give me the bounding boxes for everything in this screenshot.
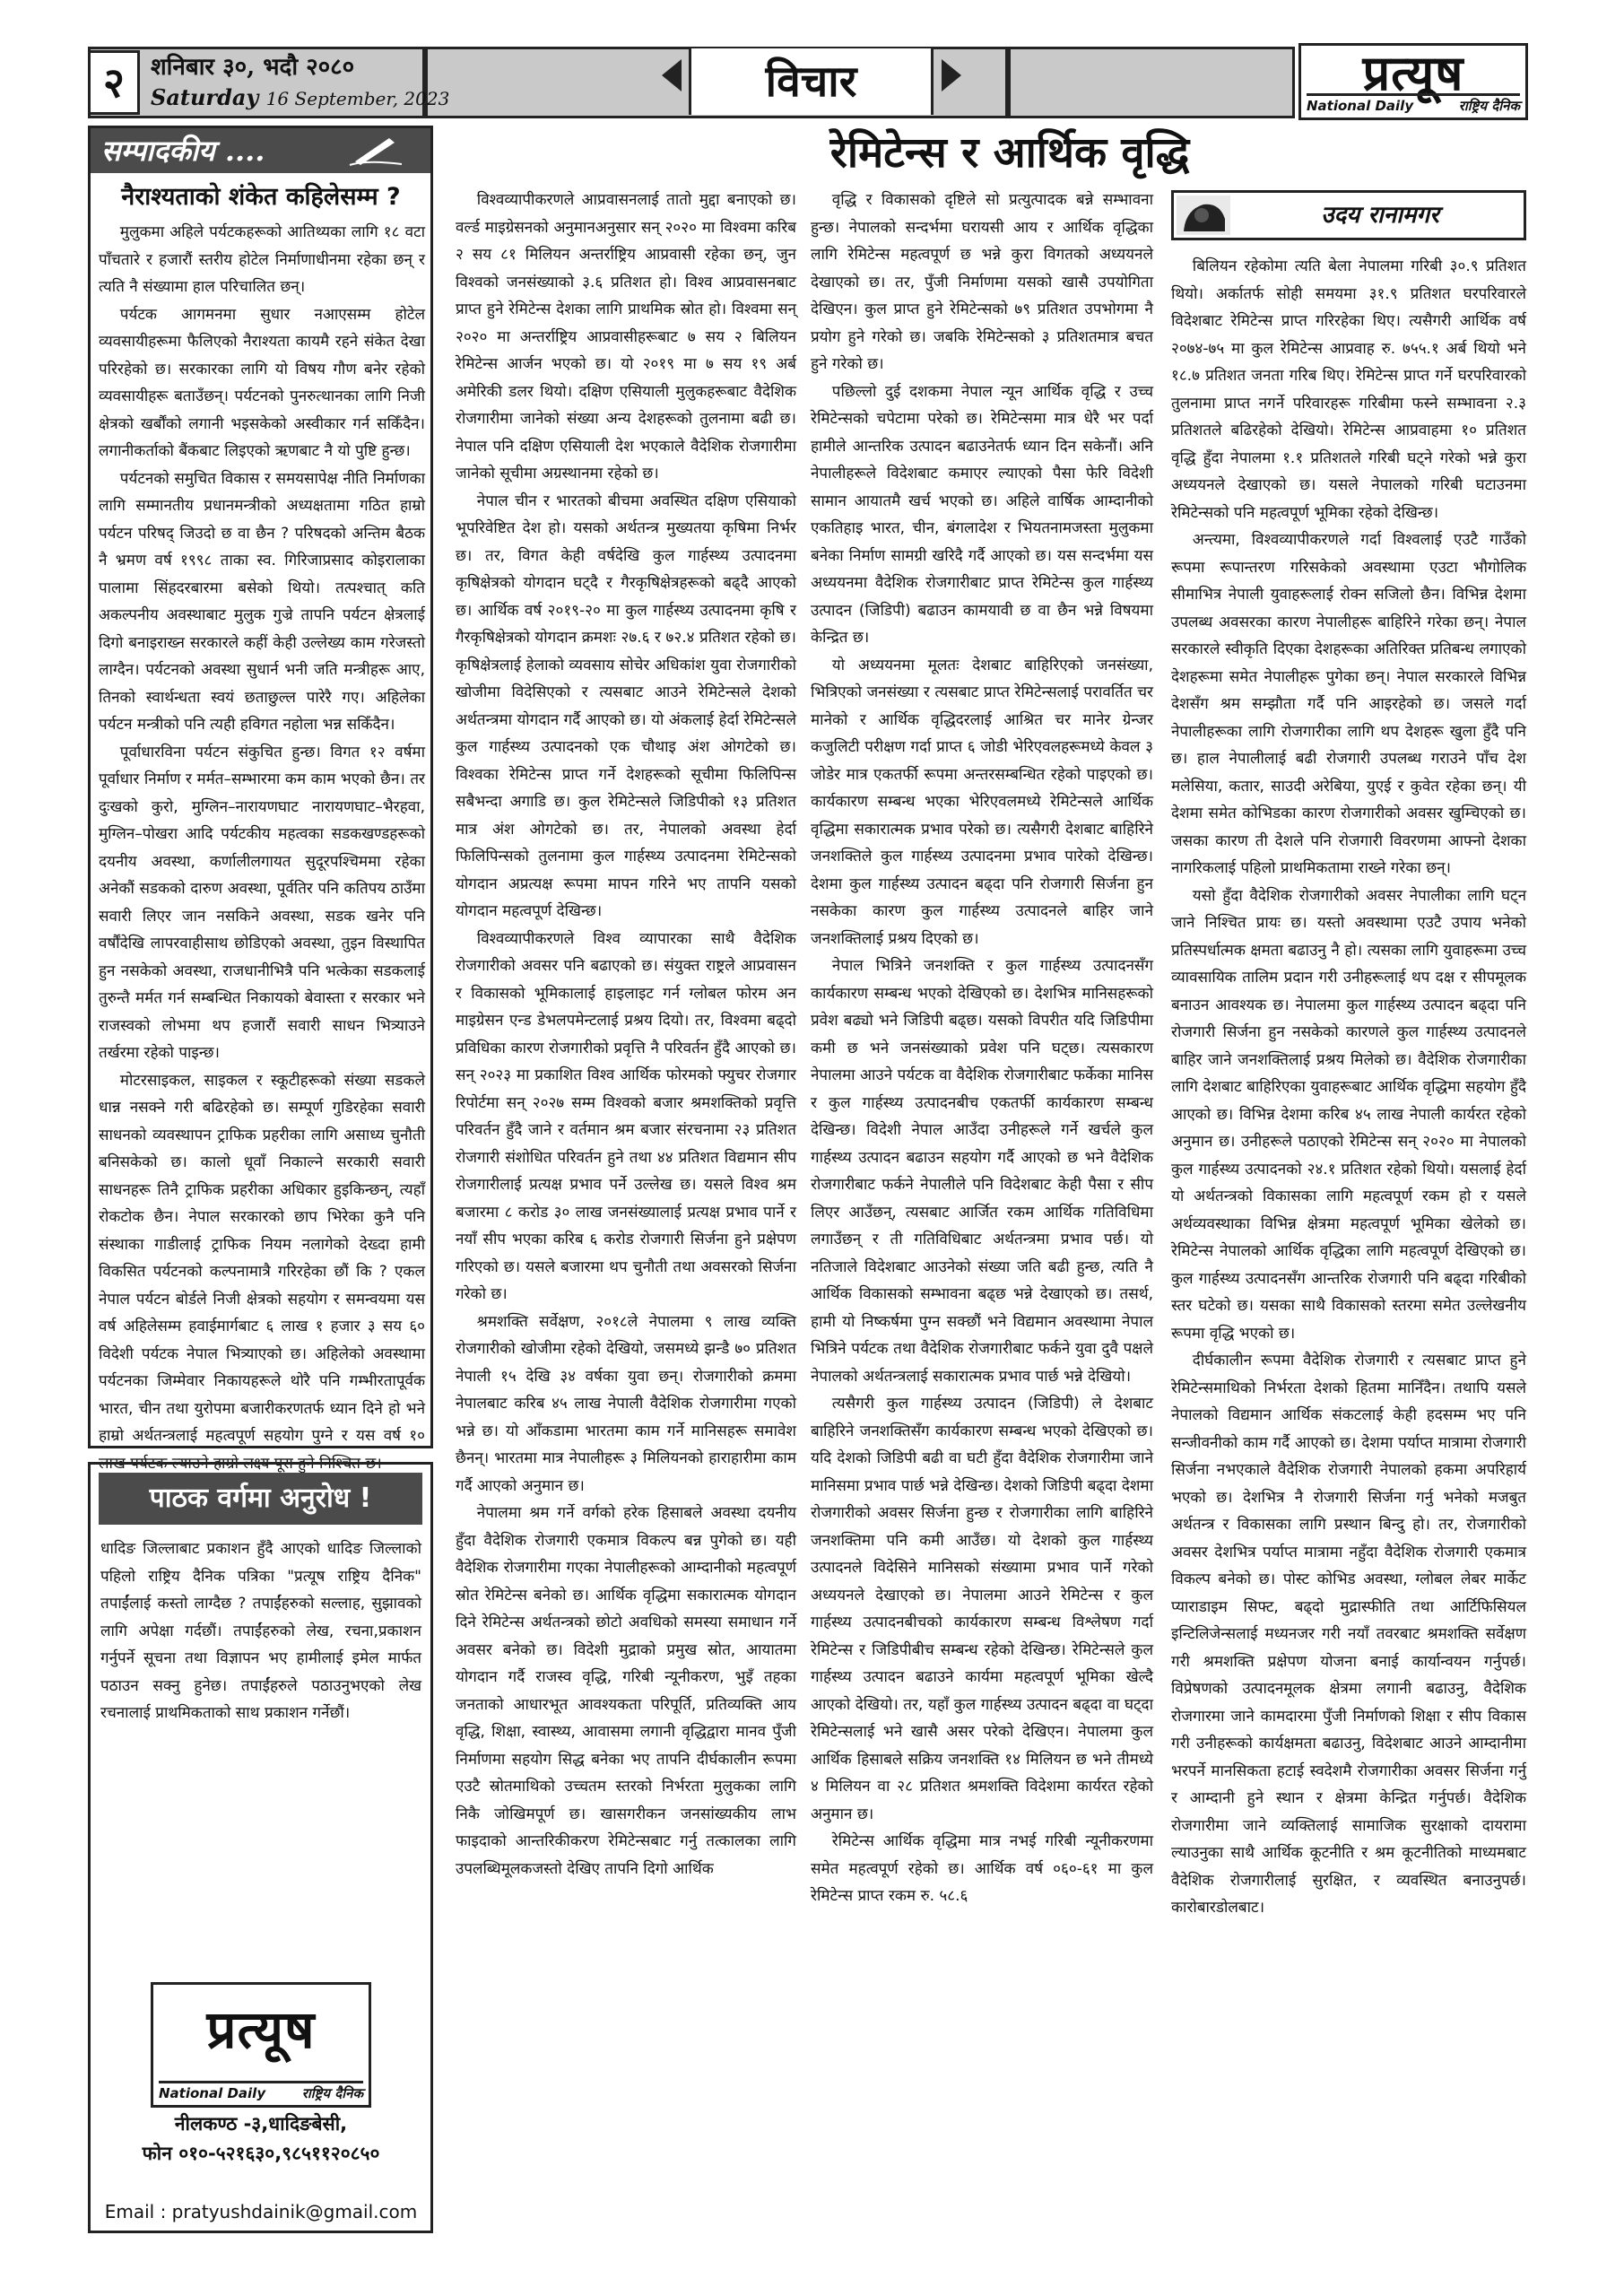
article-paragraph: पछिल्लो दुई दशकमा नेपाल न्यून आर्थिक वृद्धि र उच्च रेमिटेन्सको चपेटामा परेको छ। रेमिटेन्समा मात्र धेरै भर पर्दा हामीले आन्तरिक उत्पादन बढाउनेतर्फ ध्यान दिन सकेनौं। अनि नेपालीहरूले विदेशबाट कमाएर ल्याएको पैसा फेरि विदेशी सामान आयातमै खर्च भएको छ। अहिले वार्षिक आम्दानीको एकतिहाइ भारत, चीन, बंगलादेश र भियतनामजस्ता मुलुकमा बनेका निर्माण सामग्री खरिदै गर्दै आएको छ। यस सन्दर्भमा यस अध्ययनमा वैदेशिक रोजगारीबाट प्राप्त रेमिटेन्स कुल गार्हस्थ्य उत्पादन (जिडिपी) बढाउन कामयावी छ वा छैन भन्ने विषयमा केन्द्रित छ।	[811, 382, 1153, 647]
author-photo-icon	[1177, 196, 1230, 235]
article-paragraph: अन्त्यमा, विश्वव्यापीकरणले गर्दा विश्वलाई एउटै गाउँको रूपमा रूपान्तरण गरिसकेको अवस्थामा एउटा भौगोलिक सीमाभित्र नेपाली युवाहरूलाई रोक्न सजिलो छैन। विभिन्न देशमा उपलब्ध अवसरका कारण नेपालीहरू बाहिरिने गरेका छन्। नेपाल सरकारले स्वीकृति दिएका देशहरूका अतिरिक्त प्रतिबन्ध लगाएको देशहरूमा समेत नेपालीहरू पुगेका छन्। नेपाल सरकारले विभिन्न देशसँग श्रम सम्झौता गर्दै पनि आइरहेको छ। जसले गर्दा नेपालीहरूका लागि रोजगारीका लागि थप देशहरू खुला हुँदै पनि छ। हाल नेपालीलाई बढी रोजगारी उपलब्ध गराउने पाँच देश मलेसिया, कतार, साउदी अरेबिया, युएई र कुवेत रहेका छन्। यी देशमा समेत कोभिडका कारण रोजगारीको अवसर खुम्चिएको छ। जसका कारण ती देशले पनि रोजगारी विवरणमा आफ्नो देशका नागरिकलाई पहिलो प्राथमिकतामा राख्ने गरेका छन्।	[1171, 531, 1526, 877]
request-logo	[151, 1982, 371, 2108]
editorial-paragraph: पर्यटनको समुचित विकास र समयसापेक्ष नीति निर्माणका लागि सम्मानतीय प्रधानमन्त्रीको अध्यक्षतामा गठित हाम्रो पर्यटन परिषद् जिउदो छ वा छैन ? परिषदको अन्तिम बैठक नै भ्रमण वर्ष १९९८ ताका स्व. गिरिजाप्रसाद कोइरालाका पालामा सिंहदरबारमा बसेको थियो। तत्पश्चात् कति अकल्पनीय अवस्थाबाट मुलुक गुज्रे तापनि पर्यटन क्षेत्रलाई दिगो बनाइराख्न सरकारले कहीं केही उल्लेख्य काम गरेजस्तो लाग्दैन। पर्यटनको अवस्था सुधार्न भनी जति मन्त्रीहरू आए, तिनको स्वार्थन्धता स्वयं छताछुल्ल पारेरै गए। अहिलेका पर्यटन मन्त्रीको पनि त्यही हविगत नहोला भन्न सकिँदैन।	[99, 469, 425, 734]
article-paragraph: नेपाल भित्रिने जनशक्ति र कुल गार्हस्थ्य उत्पादनसँग कार्यकारण सम्बन्ध भएको देखिएको छ। देशभित्र मानिसहरूको प्रवेश बढ्यो भने जिडिपी बढ्छ। यसको विपरीत यदि जिडिपीमा कमी छ भने जनसंख्याको प्रवेश पनि घट्छ। त्यसकारण नेपालमा आउने पर्यटक वा वैदेशिक रोजगारीबाट फर्केका मानिस र कुल गार्हस्थ्य उत्पादनबीच एकतर्फी कार्यकारण सम्बन्ध देखिन्छ। विदेशी नेपाल आउँदा उनीहरूले गर्ने खर्चले कुल गार्हस्थ्य उत्पादन बढाउन सहयोग गर्दै आएको छ भने वैदेशिक रोजगारीबाट फर्कने नेपालीले पनि विदेशबाट केही पैसा र सीप लिएर आउँछन्, त्यसबाट आर्जित रकम आर्थिक गतिविधिमा लगाउँछन् र ती गतिविधिबाट अर्थतन्त्रमा प्रभाव पर्छ। यो नतिजाले विदेशबाट आउनेको संख्या जति बढी हुन्छ, त्यति नै आर्थिक विकासको सम्भावना बढ्छ भन्ने देखाएको छ। तसर्थ, हामी यो निष्कर्षमा पुग्न सक्छौं भने विद्यमान अवस्थामा नेपाल भित्रिने पर्यटक तथा वैदेशिक रोजगारीबाट फर्कने युवा दुवै पक्षले नेपालको अर्थतन्त्रलाई सकारात्मक प्रभाव पार्छ भन्ने देखियो।	[811, 957, 1153, 1386]
article-column-1	[456, 187, 796, 2282]
logo-tag-left: National Daily	[159, 2085, 266, 2101]
arrow-left-icon	[662, 59, 682, 91]
editorial-paragraph: मोटरसाइकल, साइकल र स्कूटीहरूको संख्या सडकले धान्न नसक्ने गरी बढिरहेको छ। सम्पूर्ण गुडिरहेका सवारी साधनको व्यवस्थापन ट्राफिक प्रहरीका लागि असाध्य चुनौती बनिसकेको छ। कालो धूवाँ निकाल्ने सरकारी सवारी साधनहरू तिनै ट्राफिक प्रहरीका अधिकार हुइकिन्छन्, त्यहाँ रोकटोक छैन। नेपाल सरकारको छाप भिरेका कुनै पनि संस्थाका गाडीलाई ट्राफिक नियम नलागेको देख्दा हामी विकसित पर्यटनको कल्पनामात्रै गरिरहेका छौं कि ? एकल नेपाल पर्यटन बोर्डले निजी क्षेत्रको सहयोग र समन्वयमा यस वर्ष अहिलेसम्म हवाईमार्गबाट ६ लाख १ हजार ३ सय ६० विदेशी पर्यटक नेपाल भित्र्याएको छ। अहिलेको अवस्थामा पर्यटनका जिम्मेवार निकायहरूले थोरै पनि गम्भीरतापूर्वक भारत, चीन तथा युरोपमा बजारीकरणतर्फ ध्यान दिने हो भने हाम्रो अर्थतन्त्रलाई महत्वपूर्ण सहयोग पुग्ने र यस वर्ष १० लाख पर्यटक ल्याउने हाम्रो लक्ष्य पूरा हुने निश्चित छ।	[99, 1071, 425, 1473]
address: नीलकण्ठ -३,धादिङबेसी,	[174, 2113, 348, 2135]
article-paragraph: श्रमशक्ति सर्वेक्षण, २०१८ले नेपालमा ९ लाख व्यक्ति रोजगारीको खोजीमा रहेको देखियो, जसमध्ये झन्डै ७० प्रतिशत नेपाली १५ देखि ३४ वर्षका युवा छन्। रोजगारीको क्रममा नेपालबाट करिब ४५ लाख नेपाली वैदेशिक रोजगारीमा गएको भन्ने छ। यो आँकडामा भारतमा काम गर्ने मानिसहरू समावेश छैनन्। भारतमा मात्र नेपालीहरू ३ मिलियनको हाराहारीमा काम गर्दै आएको अनुमान छ।	[456, 1312, 796, 1495]
article-paragraph: दीर्घकालीन रूपमा वैदेशिक रोजगारी र त्यसबाट प्राप्त हुने रेमिटेन्समाथिको निर्भरता देशको हितमा मानिँदैन। तथापि यसले नेपालको विद्यमान आर्थिक संकटलाई केही हदसम्म भए पनि सन्जीवनीको काम गर्दै आएको छ। देशमा पर्याप्त मात्रामा रोजगारी सिर्जना नभएकाले वैदेशिक रोजगारी नेपालको हकमा अपरिहार्य भएको छ। देशभित्र नै रोजगारी सिर्जना गर्नु भनेको मजबुत अर्थतन्त्र र विकासका लागि प्रस्थान बिन्दु हो। तर, रोजगारीको अवसर देशभित्र पर्याप्त मात्रामा नहुँदा वैदेशिक रोजगारी एकमात्र विकल्प बनेको छ। पोस्ट कोभिड अवस्था, ग्लोबल लेबर मार्केट प्याराडाइम सिफ्ट, बढ्दो मुद्रास्फीति तथा आर्टिफिसियल इन्टिलिजेन्सलाई मध्यनजर गरी नयाँ तवरबाट श्रमशक्ति सर्वेक्षण गरी श्रमशक्ति प्रक्षेपण योजना बनाई कार्यान्वयन गर्नुपर्छ। विप्रेषणको उत्पादनमूलक क्षेत्रमा लगानी बढाउनु, वैदेशिक रोजगारमा जाने कामदारमा पुँजी निर्माणको शिक्षा र सीप विकास गरी उनीहरूको कार्यक्षमता बढाउनु, विदेशबाट आउने आम्दानीमा भरपर्ने मानसिकता हटाई स्वदेशमै रोजगारीका अवसर सिर्जना गर्नु र आम्दानी हुने स्थान र क्षेत्रमा केन्द्रित गर्नुपर्छ। वैदेशिक रोजगारीमा जाने व्यक्तिलाई सामाजिक सुरक्षाको दायरामा ल्याउनुका साथै आर्थिक कूटनीति र श्रम कूटनीतिको माध्यमबाट वैदेशिक रोजगारीलाई सुरक्षित, र व्यवस्थित बनाउनुपर्छ। कारोबारडोलबाट।	[1171, 1352, 1526, 1917]
article-paragraph: नेपाल चीन र भारतको बीचमा अवस्थित दक्षिण एसियाको भूपरिवेष्टित देश हो। यसको अर्थतन्त्र मुख्यतया कृषिमा निर्भर छ। तर, विगत केही वर्षदेखि कुल गार्हस्थ्य उत्पादनमा कृषिक्षेत्रको योगदान घट्दै र गैरकृषिक्षेत्रहरूको बढ्दै आएको छ। आर्थिक वर्ष २०१९-२० मा कुल गार्हस्थ्य उत्पादनमा कृषि र गैरकृषिक्षेत्रको योगदान क्रमशः २७.६ र ७२.४ प्रतिशत रहेको छ। कृषिक्षेत्रलाई हेलाको व्यवसाय सोचेर अधिकांश युवा रोजगारीको खोजीमा विदेसिएको र त्यसबाट आउने रेमिटेन्सले देशको अर्थतन्त्रमा योगदान गर्दै आएको छ। यो अंकलाई हेर्दा रेमिटेन्सले कुल गार्हस्थ्य उत्पादनको एक चौथाइ अंश ओगटेको छ। विश्वका रेमिटेन्स प्राप्त गर्ने देशहरूको सूचीमा फिलिपिन्स सबैभन्दा अगाडि छ। कुल रेमिटेन्सले जिडिपीको १३ प्रतिशत मात्र अंश ओगटेको छ। तर, नेपालको अवस्था हेर्दा फिलिपिन्सको तुलनामा कुल गार्हस्थ्य उत्पादनमा रेमिटेन्सको योगदान अप्रत्यक्ष रूपमा मापन गरिने भए तापनि यसको योगदान महत्वपूर्ण देखिन्छ।	[456, 491, 796, 920]
article-column-3	[1171, 253, 1526, 2282]
editorial-title: नैराश्यताको शंकेत कहिलेसम्म ?	[121, 183, 401, 211]
logo-tag-right: राष्ट्रिय दैनिक	[301, 2085, 363, 2101]
request-body	[100, 1535, 421, 1977]
request-title: पाठक वर्गमा अनुरोध !	[99, 1473, 422, 1525]
article-paragraph: वृद्धि र विकासको दृष्टिले सो प्रत्युत्पादक बन्ने सम्भावना हुन्छ। नेपालको सन्दर्भमा घरायसी आय र आर्थिक वृद्धिका लागि रेमिटेन्स महत्वपूर्ण छ भन्ने कुरा विगतको अध्ययनले देखाएको छ। तर, पुँजी निर्माणमा यसको खासै उपयोगिता देखिएन। कुल प्राप्त हुने रेमिटेन्सको ७९ प्रतिशत उपभोगमा नै प्रयोग हुने गरेको छ। जबकि रेमिटेन्सको ३ प्रतिशतमात्र बचत हुने गरेको छ।	[811, 191, 1153, 373]
logo-tag-left: National Daily	[1307, 98, 1414, 114]
article-paragraph: नेपालमा श्रम गर्ने वर्गको हरेक हिसाबले अवस्था दयनीय हुँदा वैदेशिक रोजगारी एकमात्र विकल्प बन्न पुगेको छ। यही वैदेशिक रोजगारीमा गएका नेपालीहरूको आम्दानीको महत्वपूर्ण स्रोत रेमिटेन्स बनेको छ। आर्थिक वृद्धिमा सकारात्मक योगदान दिने रेमिटेन्स अर्थतन्त्रको छोटो अवधिको समस्या समाधान गर्ने अवसर बनेको छ। विदेशी मुद्राको प्रमुख स्रोत, आयातमा योगदान गर्दै राजस्व वृद्धि, गरिबी न्यूनीकरण, भुइँ तहका जनताको आधारभूत आवश्यकता परिपूर्ति, प्रतिव्यक्ति आय वृद्धि, शिक्षा, स्वास्थ्य, आवासमा लगानी वृद्धिद्वारा मानव पुँजी निर्माणमा सहयोग सिद्ध बनेका भए तापनि दीर्घकालीन रूपमा एउटै स्रोतमाथिको उच्चतम स्तरको निर्भरता मुलुकका लागि निकै जोखिमपूर्ण छ। खासगरीकन जनसांख्यकीय लाभ फाइदाको आन्तरिकीकरण रेमिटेन्सबाट गर्नु तत्कालका लागि उपलब्धिमूलकजस्तो देखिए तापनि दिगो आर्थिक	[456, 1504, 796, 1878]
section-title: विचार	[689, 48, 934, 115]
article-paragraph: त्यसैगरी कुल गार्हस्थ्य उत्पादन (जिडिपी) ले देशबाट बाहिरिने जनशक्तिसँग कार्यकारण सम्बन्ध भएको देखिएको छ। यदि देशको जिडिपी बढी वा घटी हुँदा वैदेशिक रोजगारीमा जाने मानिसमा प्रभाव पार्छ भन्ने देखिन्छ। देशको जिडिपी बढ्दा देशमा रोजगारीको अवसर सिर्जना हुन्छ र रोजगारीका लागि बाहिरिने जनशक्तिमा पनि कमी आउँछ। यो देशको कुल गार्हस्थ्य उत्पादनले विदेसिने मानिसको संख्यामा प्रभाव पार्ने गरेको अध्ययनले देखाएको छ। नेपालमा आउने रेमिटेन्स र कुल गार्हस्थ्य उत्पादनबीचको कार्यकारण सम्बन्ध विश्लेषण गर्दा रेमिटेन्स र जिडिपीबीच सम्बन्ध रहेको देखिन्छ। रेमिटेन्सले कुल गार्हस्थ्य उत्पादन बढाउने कार्यमा महत्वपूर्ण भूमिका खेल्दै आएको देखियो। तर, यहाँ कुल गार्हस्थ्य उत्पादन बढ्दा वा घट्दा रेमिटेन्सलाई भने खासै असर परेको देखिएन। नेपालमा कुल आर्थिक हिसाबले सक्रिय जनशक्ति १४ मिलियन छ भने तीमध्ये ४ मिलियन वा २८ प्रतिशत श्रमशक्ति विदेशमा कार्यरत रहेको अनुमान छ।	[811, 1395, 1153, 1823]
date-nepali: शनिबार ३०, भदौ २०८०	[151, 54, 355, 81]
editorial-paragraph: पूर्वाधारविना पर्यटन संकुचित हुन्छ। विगत १२ वर्षमा पूर्वाधार निर्माण र मर्मत–सम्भारमा कम काम भएको छैन। तर दुःखको कुरो, मुग्लिन–नारायणघाट नारायणघाट–भैरहवा, मुग्लिन–पोखरा आदि पर्यटकीय महत्वका सडकखण्डहरूको दयनीय अवस्था, कर्णालीलगायत सुदूरपश्चिममा रहेका अनेकौं सडकको दारुण अवस्था, पूर्वतिर पनि कतिपय ठाउँमा सवारी लिएर जान नसकिने अवस्था, सडक खनेर पनि वर्षौंदेखि लापरवाहीसाथ छोडिएको अवस्था, तुइन विस्थापित हुन नसकेको अवस्था, राजधानीभित्रै पनि भत्केका सडकलाई तुरुन्तै मर्मत गर्न सम्बन्धित निकायको बेवास्ता र सरकार भने राजस्वको लोभमा थप हजारौं सवारी साधन भित्र्याउने तर्खरमा रहेको पाइन्छ।	[99, 743, 425, 1062]
editorial-banner: सम्पादकीय ....	[91, 128, 430, 173]
article-headline: रेमिटेन्स र आर्थिक वृद्धि	[829, 128, 1190, 178]
article-paragraph: यो अध्ययनमा मूलतः देशबाट बाहिरिएको जनसंख्या, भित्रिएको जनसंख्या र त्यसबाट प्राप्त रेमिटेन्सलाई परावर्तित चर मानेको र आर्थिक वृद्धिदरलाई आश्रित चर मानेर ग्रेन्जर कजुलिटी परीक्षण गर्दा प्राप्त ६ जोडी भेरिएवलहरूमध्ये केवल ३ जोडेर मात्र एकतर्फी रूपमा अन्तरसम्बन्धित रहेको पाइएको छ। कार्यकारण सम्बन्ध भएका भेरिएवलमध्ये रेमिटेन्सले आर्थिक वृद्धिमा सकारात्मक प्रभाव परेको छ। त्यसैगरी देशबाट बाहिरिने जनशक्तिले कुल गार्हस्थ्य उत्पादनमा प्रभाव पारेको देखिन्छ। देशमा कुल गार्हस्थ्य उत्पादन बढ्दा पनि रोजगारी सिर्जना हुन नसकेका कारण कुल गार्हस्थ्य उत्पादनले बाहिर जाने जनशक्तिलाई प्रश्रय दिएको छ।	[811, 656, 1153, 948]
request-contact	[100, 2109, 421, 2169]
logo-tag-right: राष्ट्रिय दैनिक	[1458, 98, 1520, 114]
page-number: २	[88, 50, 140, 115]
date-rest: 16 September, 2023	[265, 88, 450, 109]
logo-name: प्रत्यूष	[1362, 45, 1464, 101]
logo-tagline	[159, 2081, 363, 2101]
editorial-paragraph: पर्यटक आगमनमा सुधार नआएसम्म होटेल व्यवसायीहरूमा फैलिएको नैराश्यता कायमै रहने संकेत देखा परिरहेको छ। सरकारका लागि यो विषय गौण बनेर रहेको व्यवसायीहरू बताउँछन्। पर्यटनको पुनरुत्थानका लागि निजी क्षेत्रको खर्बौंको लगानी भइसकेको अस्वीकार गर्न सकिँदैन। लगानीकर्ताको बैंकबाट लिइएको ऋणबाट नै यो पुष्टि हुन्छ।	[99, 305, 425, 460]
article-paragraph: विश्वव्यापीकरणले विश्व व्यापारका साथै वैदेशिक रोजगारीको अवसर पनि बढाएको छ। संयुक्त राष्ट्रले आप्रवासन र विकासको भूमिकालाई हाइलाइट गर्न ग्लोबल फोरम अन माइग्रेसन एन्ड डेभलपमेन्टलाई प्रश्रय दियो। तर, विश्वमा बढ्दो प्रविधिका कारण रोजगारीको प्रवृत्ति नै परिवर्तन हुँदै आएको छ। सन् २०२३ मा प्रकाशित विश्व आर्थिक फोरमको फ्युचर रोजगार रिपोर्टमा सन् २०२७ सम्म विश्वको बजार श्रमशक्तिको प्रवृत्ति परिवर्तन हुँदै जाने र वर्तमान श्रम बजार संरचनामा २३ प्रतिशत रोजगारी संशोधित परिवर्तन हुने तथा ४४ प्रतिशत विद्यमान सीप रोजगारीलाई प्रत्यक्ष प्रभाव पर्ने उल्लेख छ। यसले विश्व श्रम बजारमा ८ करोड ३० लाख जनसंख्यालाई प्रत्यक्ष प्रभाव पार्ने र नयाँ सीप भएका करिब ६ करोड रोजगारी सिर्जना हुने प्रक्षेपण गरिएको छ। यसले बजारमा थप चुनौती तथा अवसरको सिर्जना गरेको छ।	[456, 929, 796, 1303]
author-name: उदय रानामगर	[1321, 202, 1439, 229]
logo-name: प्रत्यूष	[206, 1999, 316, 2060]
editorial-body	[99, 219, 425, 1473]
article-column-2	[811, 187, 1153, 2282]
article-paragraph: बिलियन रहेकोमा त्यति बेला नेपालमा गरिबी ३०.९ प्रतिशत थियो। अर्कातर्फ सोही समयमा ३१.९ प्रतिशत घरपरिवारले विदेशबाट रेमिटेन्स प्राप्त गरिरहेका थिए। त्यसैगरी आर्थिक वर्ष २०७४-७५ मा कुल रेमिटेन्स आप्रवाह रु. ७५५.१ अर्ब थियो भने १८.७ प्रतिशत जनता गरिब थिए। रेमिटेन्स प्राप्त गर्ने घरपरिवारको तुलनामा प्राप्त नगर्ने परिवारहरू गरिबीमा फस्ने सम्भावना २.३ प्रतिशतले बढिरहेको देखियो। रेमिटेन्स आप्रवाहमा १० प्रतिशत वृद्धि हुँदा नेपालमा १.१ प्रतिशतले गरिबी घट्ने गरेको भन्ने कुरा अध्ययनले देखाएको छ। यसले नेपालको गरिबी घटाउनमा रेमिटेन्सको पनि महत्वपूर्ण भूमिका रहेको देखिन्छ।	[1171, 257, 1526, 522]
request-paragraph: धादिङ जिल्लाबाट प्रकाशन हुँदै आएको धादिङ जिल्लाको पहिलो राष्ट्रिय दैनिक पत्रिका "प्रत्यूष राष्ट्रिय दैनिक" तपाईंलाई कस्तो लाग्दैछ ? तपाईंहरुको सल्लाह, सुझावको लागि अपेक्षा गर्दछौं। तपाईंहरुको लेख, रचना,प्रकाशन गर्नुपर्ने सूचना तथा विज्ञापन भए हामीलाई इमेल मार्फत पठाउन सक्नु हुनेछ। तपाईंहरुले पठाउनुभएको लेख रचनालाई प्राथमिकताको साथ प्रकाशन गर्नेछौं।	[100, 1540, 421, 1722]
article-paragraph: विश्वव्यापीकरणले आप्रवासनलाई तातो मुद्दा बनाएको छ। वर्ल्ड माइग्रेसनको अनुमानअनुसार सन् २०२० मा विश्वमा करिब २ सय ८१ मिलियन अन्तर्राष्ट्रिय आप्रवासी रहेका छन्, जुन विश्वको जनसंख्याको ३.६ प्रतिशत हो। विश्व आप्रवासनबाट प्राप्त हुने रेमिटेन्स देशका लागि प्राथमिक स्रोत हो। विश्वमा सन् २०२० मा अन्तर्राष्ट्रिय आप्रवासीहरूबाट ७ सय २ बिलियन रेमिटेन्स आर्जन भएको छ। यो २०१९ मा ७ सय १९ अर्ब अमेरिकी डलर थियो। दक्षिण एसियाली मुलुकहरूबाट वैदेशिक रोजगारीमा जानेको संख्या अन्य देशहरूको तुलनामा बढी छ। नेपाल पनि दक्षिण एसियाली देश भएकाले वैदेशिक रोजगारीमा जानेको सूचीमा अग्रस्थानमा रहेको छ।	[456, 191, 796, 483]
article-paragraph: यसो हुँदा वैदेशिक रोजगारीको अवसर नेपालीका लागि घट्न जाने निश्चित प्रायः छ। यस्तो अवस्थामा एउटै उपाय भनेको प्रतिस्पर्धात्मक क्षमता बढाउनु नै हो। त्यसका लागि युवाहरूमा उच्च व्यावसायिक तालिम प्रदान गरी उनीहरूलाई थप दक्ष र सीपमूलक बनाउन आवश्यक छ। नेपालमा कुल गार्हस्थ्य उत्पादन बढ्दा पनि रोजगारी सिर्जना हुन नसकेको कारणले कुल गार्हस्थ्य उत्पादनले बाहिर जाने जनशक्तिलाई प्रश्रय मिलेको छ। वैदेशिक रोजगारीका लागि देशबाट बाहिरिएका युवाहरूबाट आर्थिक वृद्धिमा सहयोग हुँदै आएको छ। विभिन्न देशमा करिब ४५ लाख नेपाली कार्यरत रहेको अनुमान छ। उनीहरूले पठाएको रेमिटेन्स सन् २०२० मा नेपालको कुल गार्हस्थ्य उत्पादनको २४.१ प्रतिशत रहेको थियो। यसलाई हेर्दा यो अर्थतन्त्रको विकासका लागि महत्वपूर्ण रकम हो र यसले अर्थव्यवस्थाका विभिन्न क्षेत्रमा महत्वपूर्ण भूमिका खेलेको छ। रेमिटेन्स नेपालको आर्थिक वृद्धिका लागि महत्वपूर्ण देखिएको छ। कुल गार्हस्थ्य उत्पादनसँग आन्तरिक रोजगारी पनि बढ्दा गरिबीको स्तर घटेको छ। यसका साथै विकासको स्तरमा समेत उल्लेखनीय रूपमा वृद्धि भएको छ।	[1171, 886, 1526, 1343]
arrow-right-icon	[942, 59, 961, 91]
phone: फोन ०१०-५२१६३०,९८५११२०८५०	[142, 2143, 380, 2164]
article-paragraph: रेमिटेन्स आर्थिक वृद्धिमा मात्र नभई गरिबी न्यूनीकरणमा समेत महत्वपूर्ण रहेको छ। आर्थिक वर्ष ०६०-६१ मा कुल रेमिटेन्स प्राप्त रकम रु. ५८.६	[811, 1832, 1153, 1905]
pen-icon	[348, 135, 404, 167]
logo-tagline	[1307, 93, 1520, 114]
header-band-right	[1008, 47, 1295, 118]
date-english	[151, 84, 449, 112]
masthead-logo	[1298, 43, 1528, 120]
editorial-paragraph: मुलुकमा अहिले पर्यटकहरूको आतिथ्यका लागि १८ वटा पाँचतारे र हजारौं स्तरीय होटेल निर्माणाधीनमा रहेका छन् र त्यति नै संख्यामा हाल परिचालित छन्।	[99, 223, 425, 296]
date-day: Saturday	[151, 84, 259, 110]
email-link[interactable]: Email : pratyushdainik@gmail.com	[104, 2201, 418, 2222]
